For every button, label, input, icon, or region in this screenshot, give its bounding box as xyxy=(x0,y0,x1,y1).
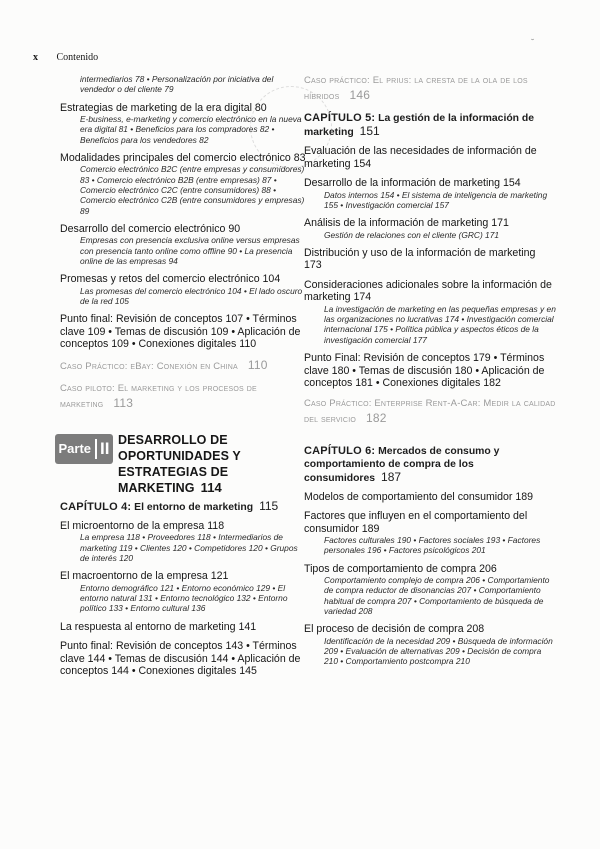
toc-heading: Punto Final: Revisión de conceptos 179 • Términos clave 180 • Temas de discusión 180 • Aplicación de conceptos 181 • Conexiones digitales 182 xyxy=(304,352,545,390)
case-study-title: Caso piloto: El marketing y los procesos de marketing xyxy=(60,382,257,410)
toc-heading: Evaluación de las necesidades de información de marketing 154 xyxy=(304,145,537,170)
toc-heading: Desarrollo del comercio electrónico 90 xyxy=(60,222,241,235)
toc-entry xyxy=(60,152,308,216)
toc-heading: Punto final: Revisión de conceptos 143 • Términos clave 144 • Temas de discusión 144 • Aplicación de conceptos 144 • Conexiones digitales 145 xyxy=(60,640,301,678)
toc-heading: Modelos de comportamiento del consumidor 189 xyxy=(304,490,534,503)
toc-entry xyxy=(304,247,556,272)
toc-entry xyxy=(304,177,556,210)
toc-subtopics: La investigación de marketing en las pequeñas empresas y en las organizaciones no lucrativas 174 • Investigación comercial internacional 175 • Política pública y aspectos éticos de la investigación comercial 177 xyxy=(324,303,556,345)
toc-subtopics: Comportamiento complejo de compra 206 • Comportamiento de compra reductor de disonancias 207 • Comportamiento habitual de compra 207 • Comportamiento de búsqueda de variedad 208 xyxy=(324,575,550,617)
chapter-title: La gestión de la información de marketing xyxy=(304,113,535,138)
toc-subtopics: Gestión de relaciones con el cliente (GRC) 171 xyxy=(324,229,500,240)
page-header xyxy=(33,52,98,63)
case-study-title: Caso práctico: El prius: la cresta de la ola de los híbridos xyxy=(304,75,528,102)
toc-heading: La respuesta al entorno de marketing 141 xyxy=(60,620,257,633)
toc-entry xyxy=(304,352,556,390)
case-study-entry xyxy=(304,74,556,104)
chapter-label: CAPÍTULO 6: xyxy=(304,444,376,457)
toc-subtopics: La empresa 118 • Proveedores 118 • Intermediarios de marketing 119 • Clientes 120 • Competidores 120 • Grupos de interés 120 xyxy=(80,532,298,564)
toc-entry xyxy=(304,279,556,345)
part-heading xyxy=(58,432,308,495)
toc-subtopics: Identificación de la necesidad 209 • Búsqueda de información 209 • Evaluación de alternativas 209 • Decisión de compra 210 • Comportamiento postcompra 210 xyxy=(324,635,553,667)
toc-entry xyxy=(60,223,308,266)
toc-left-column xyxy=(60,74,308,685)
chapter-title: Mercados de consumo y comportamiento de compra de los consumidores xyxy=(304,445,500,484)
part-roman-numeral: II xyxy=(95,439,109,459)
toc-entry xyxy=(304,563,556,617)
toc-heading: Análisis de la información de marketing 171 xyxy=(304,217,509,230)
toc-entry xyxy=(60,570,308,613)
case-study-page: 110 xyxy=(247,357,268,372)
corner-mark: ˘ xyxy=(531,38,534,47)
part-label: Parte xyxy=(58,441,92,457)
toc-subtopics: E-business, e-marketing y comercio electrónico en la nueva era digital 81 • Beneficios para los compradores 82 • Beneficios para los vendedores 82 xyxy=(80,114,302,145)
chapter-label: CAPÍTULO 5: xyxy=(304,112,376,124)
toc-subtopics: Empresas con presencia exclusiva online versus empresas con presencia tanto online como offline 90 • La presencia online de las empresas 94 xyxy=(80,235,300,267)
toc-heading: Promesas y retos del comercio electrónico 104 xyxy=(60,273,281,286)
part-badge xyxy=(55,434,113,464)
chapter-heading xyxy=(304,445,556,485)
case-study-page: 113 xyxy=(113,395,134,410)
toc-entry xyxy=(60,102,308,145)
case-study-title: Caso Práctico: eBay: Conexión en China xyxy=(60,360,238,372)
toc-entry xyxy=(60,74,308,95)
case-study-entry xyxy=(304,397,556,427)
toc-heading: Factores que influyen en el comportamiento del consumidor 189 xyxy=(304,510,528,535)
chapter-label: CAPÍTULO 4: xyxy=(60,500,132,513)
toc-entry xyxy=(60,520,308,563)
toc-subtopics: intermediarios 78 • Personalización por iniciativa del vendedor o del cliente 79 xyxy=(80,74,274,95)
toc-heading: Desarrollo de la información de marketing 154 xyxy=(304,177,521,189)
case-study-entry xyxy=(60,358,308,374)
toc-heading: Distribución y uso de la información de marketing 173 xyxy=(304,246,536,272)
toc-entry xyxy=(60,640,308,678)
toc-heading: El macroentorno de la empresa 121 xyxy=(60,570,229,583)
toc-entry xyxy=(304,217,556,240)
running-title: Contenido xyxy=(56,52,99,63)
toc-entry xyxy=(304,510,556,556)
page-number: x xyxy=(33,52,38,63)
toc-subtopics: Las promesas del comercio electrónico 104 • El lado oscuro de la red 105 xyxy=(80,285,303,307)
toc-entry xyxy=(304,491,556,504)
toc-subtopics: Datos internos 154 • El sistema de inteligencia de marketing 155 • Investigación comercial 157 xyxy=(324,189,548,210)
toc-heading: Estrategias de marketing de la era digital 80 xyxy=(60,101,267,114)
chapter-heading xyxy=(60,500,308,514)
chapter-page: 115 xyxy=(259,498,279,513)
part-page: 114 xyxy=(200,479,222,495)
toc-subtopics: Comercio electrónico B2C (entre empresas y consumidores) 83 • Comercio electrónico B2B (entre empresas) 87 • Comercio electrónico C2C (entre consumidores) 88 • Comercio electrónico C2B (entre consumidores y empresas) 89 xyxy=(80,164,305,216)
toc-heading: Consideraciones adicionales sobre la información de marketing 174 xyxy=(304,278,552,304)
part-title xyxy=(118,432,308,496)
toc-right-column xyxy=(304,74,556,674)
toc-heading: El microentorno de la empresa 118 xyxy=(60,519,225,532)
toc-subtopics: Factores culturales 190 • Factores sociales 193 • Factores personales 196 • Factores psicológicos 201 xyxy=(324,535,541,556)
toc-heading: Modalidades principales del comercio electrónico 83 xyxy=(60,151,306,164)
toc-heading: El proceso de decisión de compra 208 xyxy=(304,623,485,636)
toc-entry xyxy=(304,623,556,666)
toc-heading: Punto final: Revisión de conceptos 107 • Términos clave 109 • Temas de discusión 109 • Aplicación de conceptos 109 • Conexiones digitales 110 xyxy=(60,313,301,351)
chapter-page: 187 xyxy=(381,469,402,484)
case-study-entry xyxy=(60,382,308,412)
part-title-text: DESARROLLO DE OPORTUNIDADES Y ESTRATEGIAS DE MARKETING xyxy=(118,432,241,495)
chapter-title: El entorno de marketing xyxy=(134,501,254,513)
toc-entry xyxy=(60,621,308,634)
case-study-page: 146 xyxy=(349,88,371,102)
toc-entry xyxy=(60,313,308,351)
toc-entry xyxy=(304,145,556,170)
toc-heading: Tipos de comportamiento de compra 206 xyxy=(304,562,497,575)
chapter-heading xyxy=(304,112,556,139)
toc-subtopics: Entorno demográfico 121 • Entorno económico 129 • El entorno natural 131 • Entorno tecnológico 132 • Entorno político 133 • Entorno cultural 136 xyxy=(80,582,288,614)
case-study-title: Caso Práctico: Enterprise Rent-A-Car: Medir la calidad del servicio xyxy=(304,397,556,425)
chapter-page: 151 xyxy=(359,124,380,138)
toc-entry xyxy=(60,273,308,306)
case-study-page: 182 xyxy=(365,410,387,425)
